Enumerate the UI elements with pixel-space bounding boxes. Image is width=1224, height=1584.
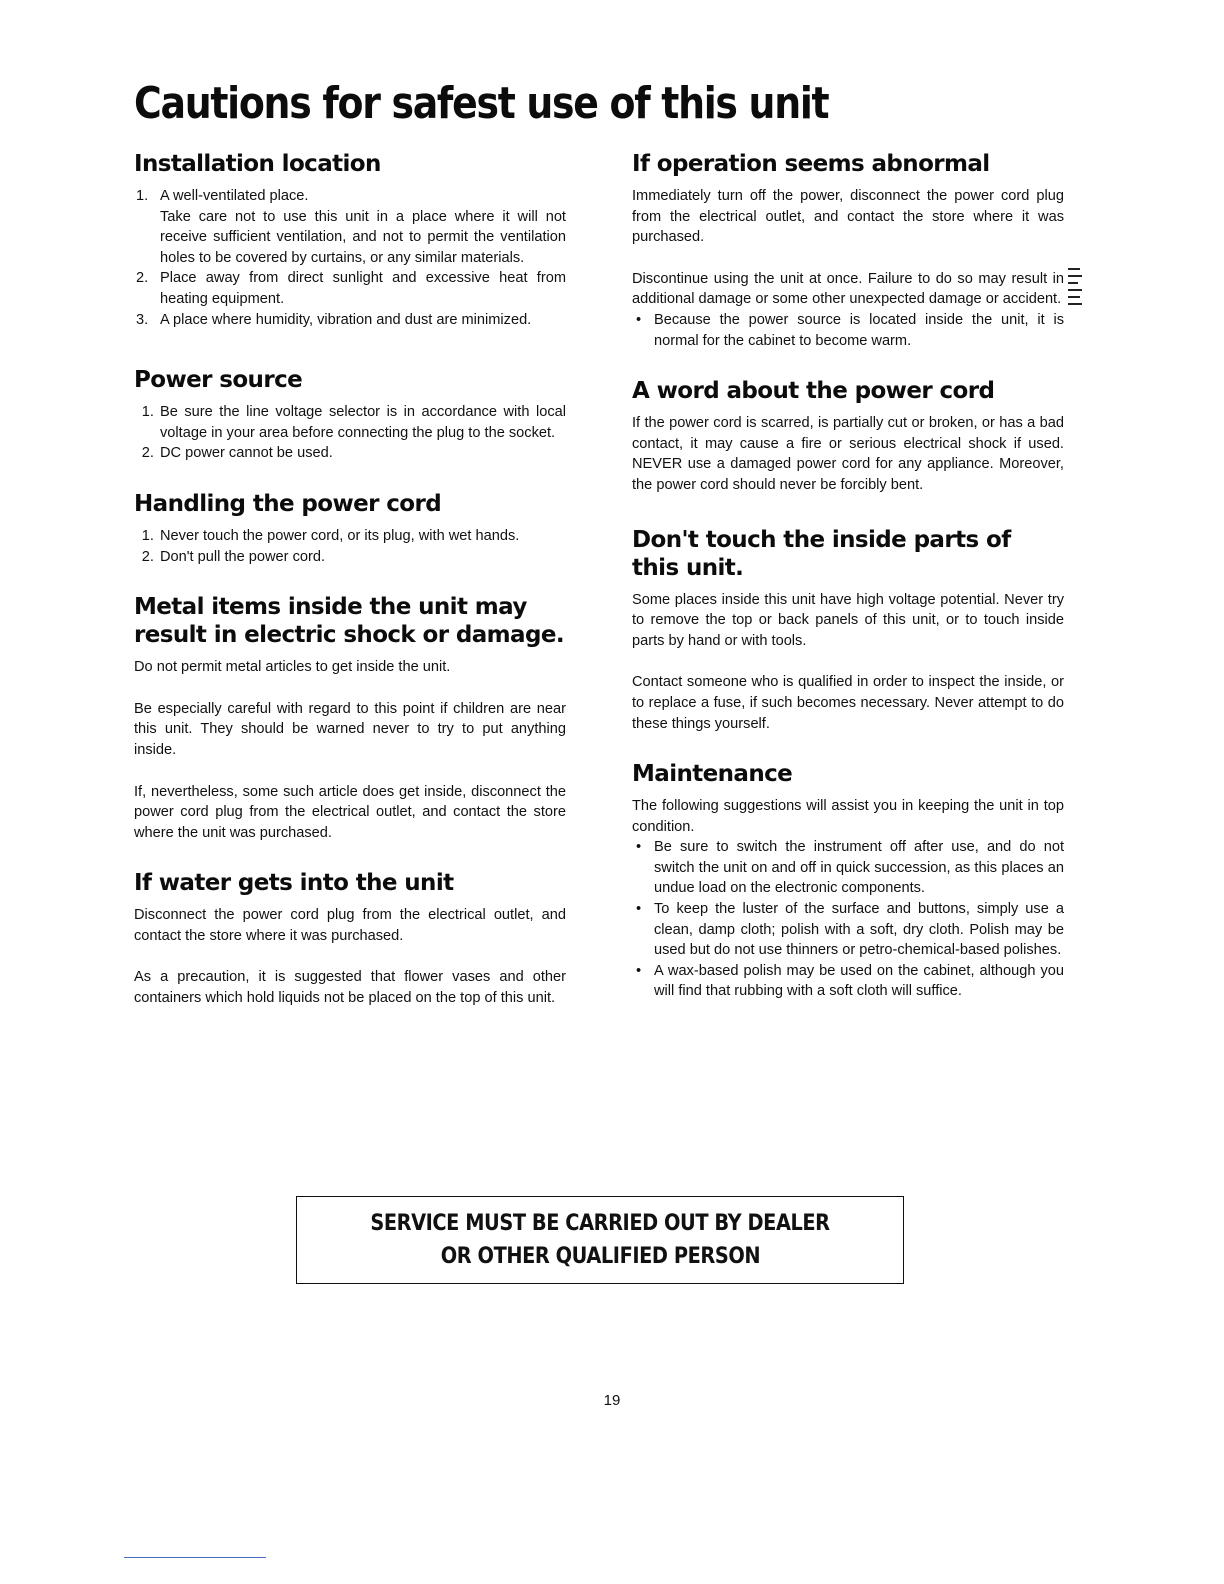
power-source-heading: Power source: [134, 367, 303, 394]
item-number: 2.: [136, 270, 149, 287]
paragraph: Discontinue using the unit at once. Failure to do so may result in additional damage or some other unexpected damage or accident.: [632, 270, 1064, 308]
right-column: [632, 150, 1064, 1002]
bottom-rule: [124, 1557, 266, 1558]
paragraph: As a precaution, it is suggested that flower vases and other containers which hold liquids not be placed on the top of this unit.: [134, 969, 566, 1007]
list-item: 1. Never touch the power cord, or its plug, with wet hands.: [158, 526, 566, 547]
installation-heading: Installation location: [134, 151, 381, 177]
list-item: [134, 186, 566, 268]
edge-marks: [1068, 268, 1086, 336]
paragraph: Immediately turn off the power, disconnect the power cord plug from the electrical outlet, and contact the store where it was purchased.: [632, 188, 1064, 246]
paragraph: Do not permit metal articles to get inside the unit.: [134, 659, 451, 676]
installation-section: [134, 150, 566, 330]
metal-heading: Metal items inside the unit may result in electric shock or damage.: [134, 594, 564, 649]
inside-parts-heading: Don't touch the inside parts of this unit.: [632, 526, 1011, 581]
service-notice-line-1: SERVICE MUST BE CARRIED OUT BY DEALER: [370, 1211, 830, 1236]
bullet-item: • Be sure to switch the instrument off after use, and do not switch the unit on and off in quick succession, as this places an undue load on the electronic components.: [654, 837, 1064, 899]
paragraph: Some places inside this unit have high voltage potential. Never try to remove the top or back panels of this unit, or to touch inside parts by hand or with tools.: [632, 591, 1064, 649]
page-title: Cautions for safest use of this unit: [134, 78, 829, 129]
abnormal-section: [632, 150, 1064, 351]
item-text: A place where humidity, vibration and dust are minimized.: [160, 311, 532, 328]
paragraph: If, nevertheless, some such article does get inside, disconnect the power cord plug from the electrical outlet, and contact the store where the unit was purchased.: [134, 783, 566, 841]
maintenance-heading: Maintenance: [632, 761, 793, 788]
service-notice-box: [296, 1196, 904, 1284]
list-item: [134, 310, 566, 331]
list-item: 2. Don't pull the power cord.: [158, 547, 566, 568]
list-item: [134, 268, 566, 309]
paragraph: If the power cord is scarred, is partially cut or broken, or has a bad contact, it may cause a fire or serious electrical shock if used. NEVER use a damaged power cord for any appliance. Moreover, the power cord should never be forcibly bent.: [632, 415, 1064, 493]
paragraph: Disconnect the power cord plug from the electrical outlet, and contact the store where it was purchased.: [134, 907, 566, 944]
item-text: A well-ventilated place.: [160, 188, 309, 204]
left-column: [134, 150, 566, 1009]
handling-section: [134, 490, 566, 567]
paragraph: Contact someone who is qualified in order to inspect the inside, or to replace a fuse, if such becomes necessary. Never attempt to do these things yourself.: [632, 674, 1064, 732]
bullet-item: • Because the power source is located inside the unit, it is normal for the cabinet to become warm.: [654, 310, 1064, 351]
item-number: 3.: [136, 311, 149, 328]
item-number: 1.: [136, 188, 149, 204]
water-heading: If water gets into the unit: [134, 870, 454, 897]
inside-parts-section: [632, 526, 1064, 735]
metal-section: [134, 593, 566, 843]
list-item: 2. DC power cannot be used.: [158, 443, 566, 464]
paragraph: Be especially careful with regard to this point if children are near this unit. They should be warned never to try to put anything inside.: [134, 700, 566, 758]
list-item: 1. Be sure the line voltage selector is in accordance with local voltage in your area before connecting the plug to the socket.: [158, 402, 566, 443]
abnormal-heading: If operation seems abnormal: [632, 151, 990, 177]
item-subtext: Take care not to use this unit in a place where it will not receive sufficient ventilation, and not to permit the ventilation holes to be covered by curtains, or any similar materials.: [160, 208, 566, 266]
maintenance-section: [632, 760, 1064, 1002]
power-cord-heading: A word about the power cord: [632, 378, 995, 405]
handling-heading: Handling the power cord: [134, 490, 442, 517]
page-number: 19: [603, 1392, 621, 1409]
paragraph: The following suggestions will assist you in keeping the unit in top condition.: [632, 798, 1064, 835]
power-source-section: [134, 366, 566, 464]
bullet-item: • A wax-based polish may be used on the cabinet, although you will find that rubbing with a soft cloth will suffice.: [654, 961, 1064, 1002]
bullet-item: • To keep the luster of the surface and buttons, simply use a clean, damp cloth; polish with a soft, dry cloth. Polish may be used but do not use thinners or petro-chemical-based polishes.: [654, 899, 1064, 961]
power-cord-section: [632, 377, 1064, 495]
water-section: [134, 869, 566, 1008]
service-notice-line-2: OR OTHER QUALIFIED PERSON: [440, 1244, 760, 1269]
item-text: Place away from direct sunlight and excessive heat from heating equipment.: [160, 270, 566, 307]
